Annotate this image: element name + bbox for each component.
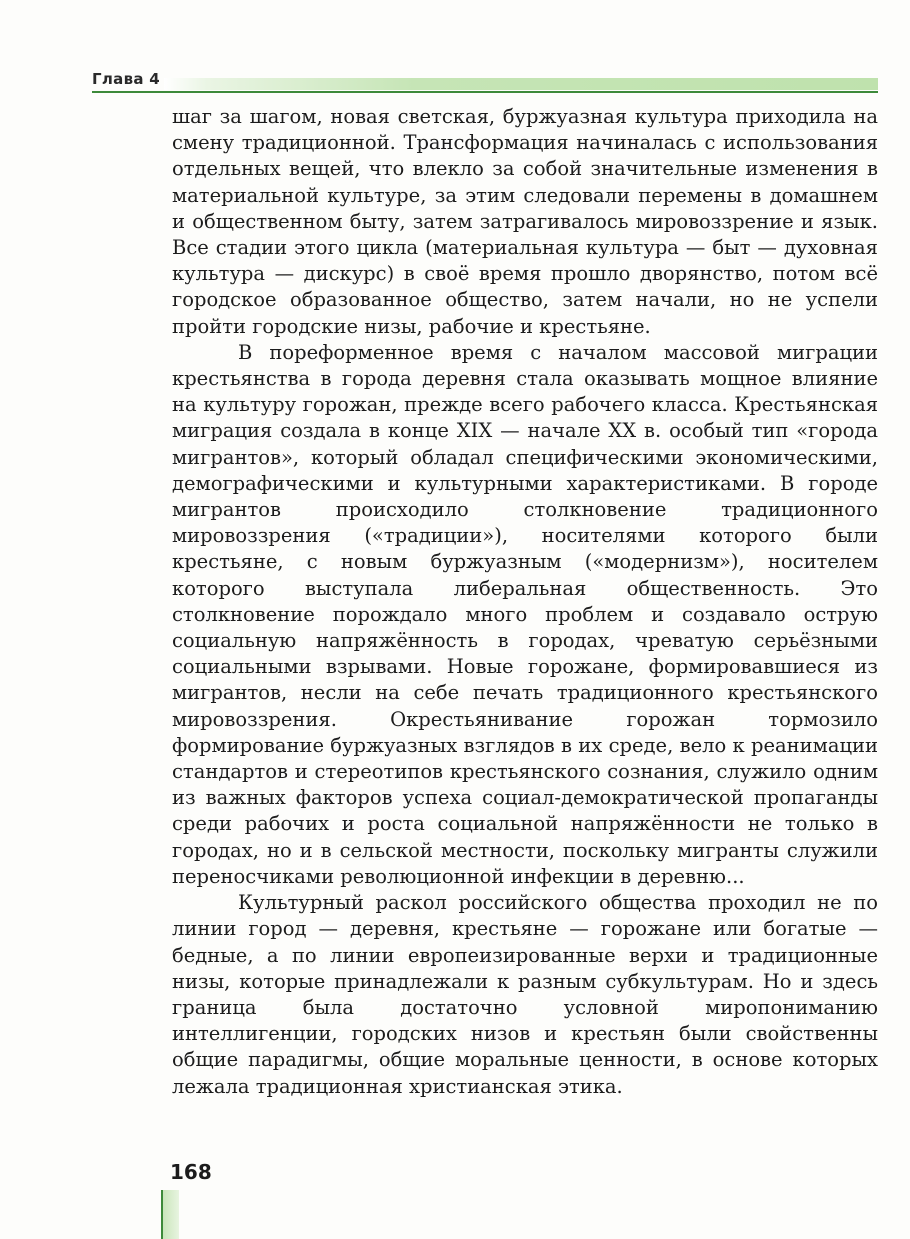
- paragraph-1: шаг за шагом, новая светская, буржуазная культура приходила на смену традиционной. Трансформация начиналась с использования отдельных вещей, что влекло за собой значительные изменения в материальной культуре, за этим следовали перемены в домашнем и общественном быту, затем затрагивалось мировоззрение и язык. Все стадии этого цикла (материальная культура — быт — духовная культура — дискурс) в своё время прошло дворянство, потом всё городское образованное общество, затем начали, но не успели пройти городские низы, рабочие и крестьяне.: [172, 105, 878, 338]
- body-text: [172, 104, 878, 1100]
- running-header: [92, 66, 878, 92]
- header-decorative-band: [164, 78, 878, 90]
- footer-green-margin-bar: [161, 1190, 179, 1239]
- paragraph-3: Культурный раскол российского общества проходил не по линии город — деревня, крестьяне — горожане или богатые — бедные, а по линии европеизированные верхи и традиционные низы, которые принадлежали к разным субкультурам. Но и здесь граница была достаточно условной миропониманию интеллигенции, городских низов и крестьян были свойственны общие парадигмы, общие моральные ценности, в основе которых лежала традиционная христианская этика.: [172, 891, 878, 1098]
- page-number: 168: [170, 1160, 212, 1184]
- header-rule: [92, 91, 878, 93]
- chapter-label: Глава 4: [92, 70, 161, 88]
- paragraph-2: В пореформенное время с началом массовой миграции крестьянства в города деревня стала оказывать мощное влияние на культуру горожан, прежде всего рабочего класса. Крестьянская миграция создала в конце XIX — начале XX в. особый тип «города мигрантов», который обладал специфическими экономическими, демографическими и культурными характеристиками. В городе мигрантов происходило столкновение традиционного мировоззрения («традиции»), носителями которого были крестьяне, с новым буржуазным («модернизм»), носителем которого выступала либеральная общественность. Это столкновение порождало много проблем и создавало острую социальную напряжённость в городах, чреватую серьёзными социальными взрывами. Новые горожане, формировавшиеся из мигрантов, несли на себе печать традиционного крестьянского мировоззрения. Окрестьянивание горожан тормозило формирование буржуазных взглядов в их среде, вело к реанимации стандартов и стереотипов крестьянского сознания, служило одним из важных факторов успеха социал-демократической пропаганды среди рабочих и роста социальной напряжённости не только в городах, но и в сельской местности, поскольку мигранты служили переносчиками революционной инфекции в деревню...: [172, 340, 878, 888]
